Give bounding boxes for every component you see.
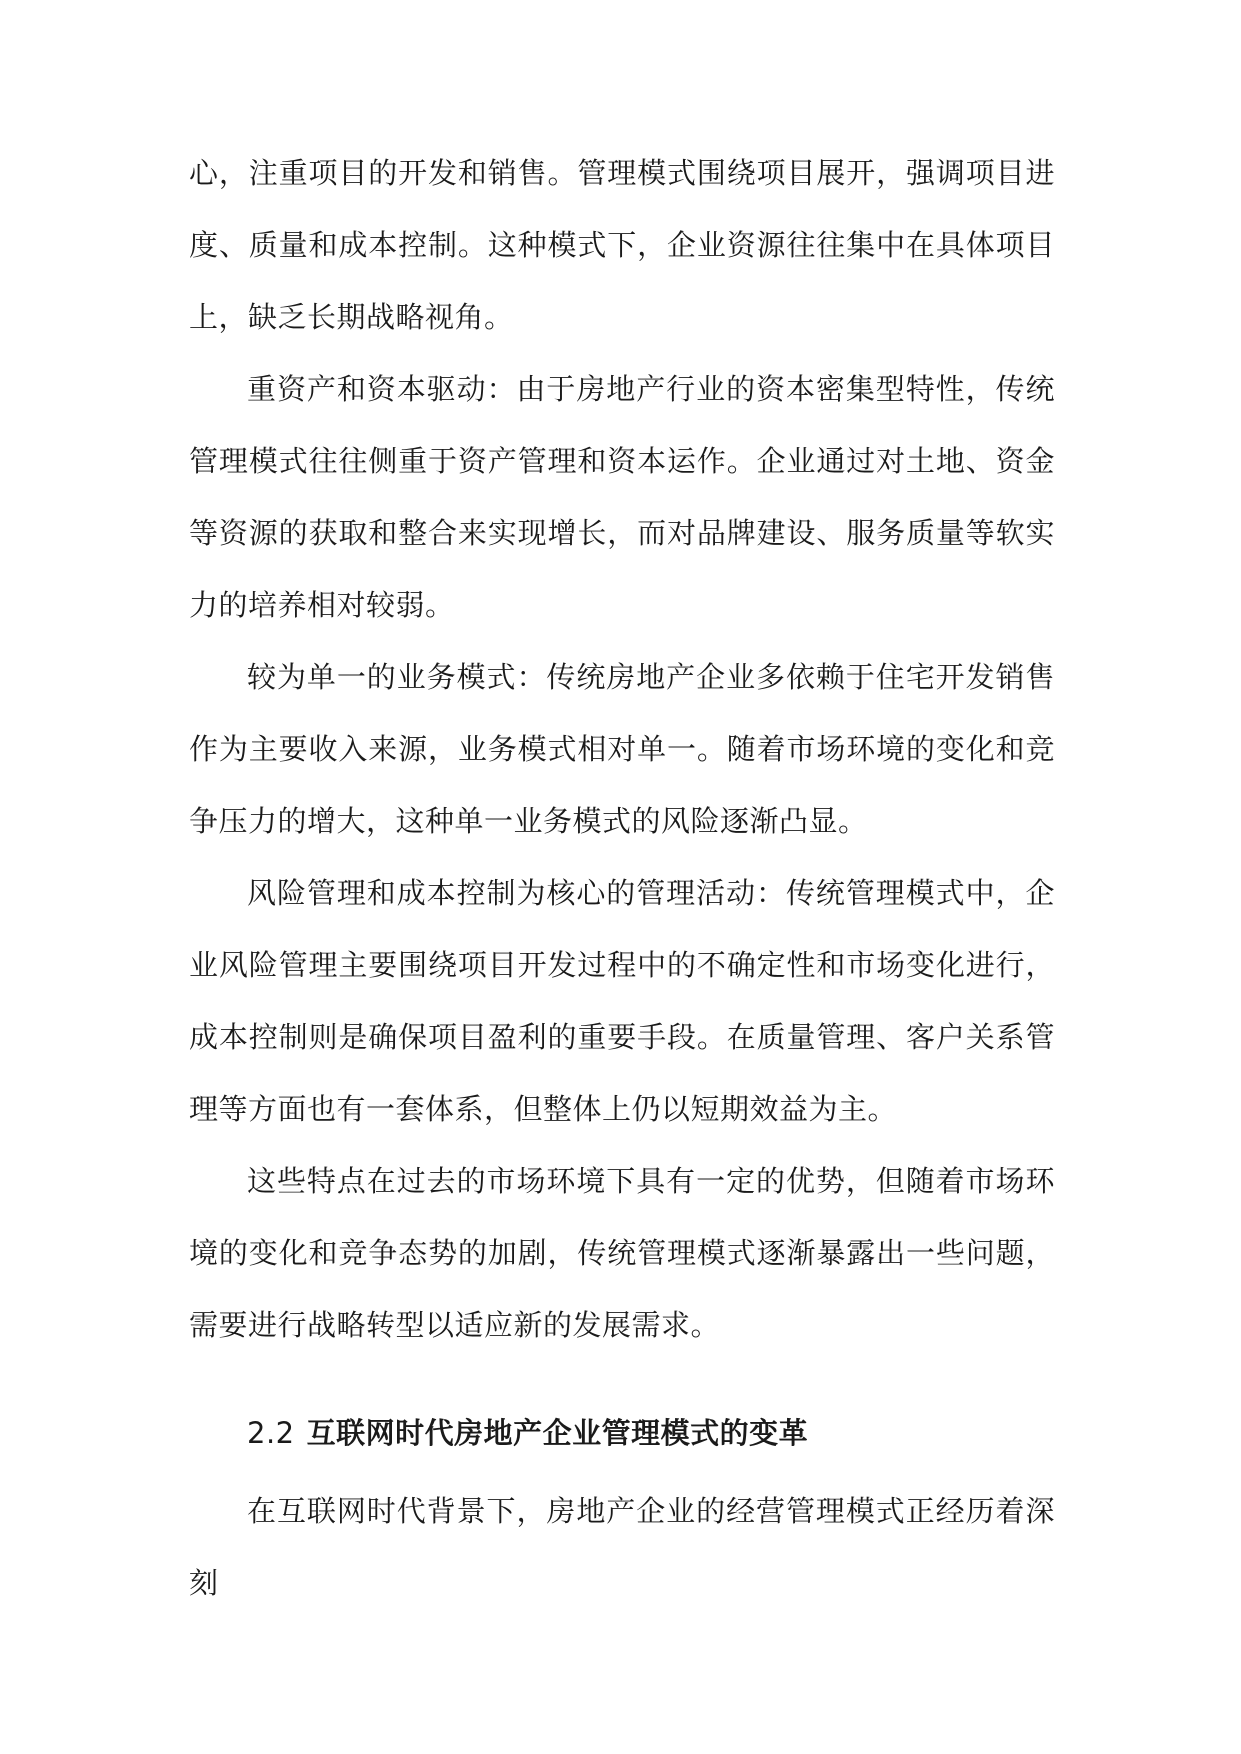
paragraph-heavy-assets: 重资产和资本驱动：由于房地产行业的资本密集型特性，传统管理模式往往侧重于资产管理和资本运作。企业通过对土地、资金等资源的获取和整合来实现增长，而对品牌建设、服务质量等软实力的培养相对较弱。 [189,372,1055,622]
paragraph-risk-management: 风险管理和成本控制为核心的管理活动：传统管理模式中，企业风险管理主要围绕项目开发过程中的不确定性和市场变化进行，成本控制则是确保项目盈利的重要手段。在质量管理、客户关系管理等方面也有一套体系，但整体上仍以短期效益为主。 [189,876,1055,1126]
section-heading [189,1391,1055,1475]
paragraph-single-business: 较为单一的业务模式：传统房地产企业多依赖于住宅开发销售作为主要收入来源，业务模式相对单一。随着市场环境的变化和竞争压力的增大，这种单一业务模式的风险逐渐凸显。 [189,660,1055,838]
document-body [189,137,1055,1619]
paragraph-continuation: 心，注重项目的开发和销售。管理模式围绕项目展开，强调项目进度、质量和成本控制。这种模式下，企业资源往往集中在具体项目上，缺乏长期战略视角。 [189,156,1055,334]
section-title: 互联网时代房地产企业管理模式的变革 [306,1416,809,1450]
paragraph-summary: 这些特点在过去的市场环境下具有一定的优势，但随着市场环境的变化和竞争态势的加剧，传统管理模式逐渐暴露出一些问题，需要进行战略转型以适应新的发展需求。 [189,1164,1055,1342]
paragraph-internet-era: 在互联网时代背景下，房地产企业的经营管理模式正经历着深刻 [189,1494,1055,1600]
section-number: 2.2 [247,1416,295,1450]
